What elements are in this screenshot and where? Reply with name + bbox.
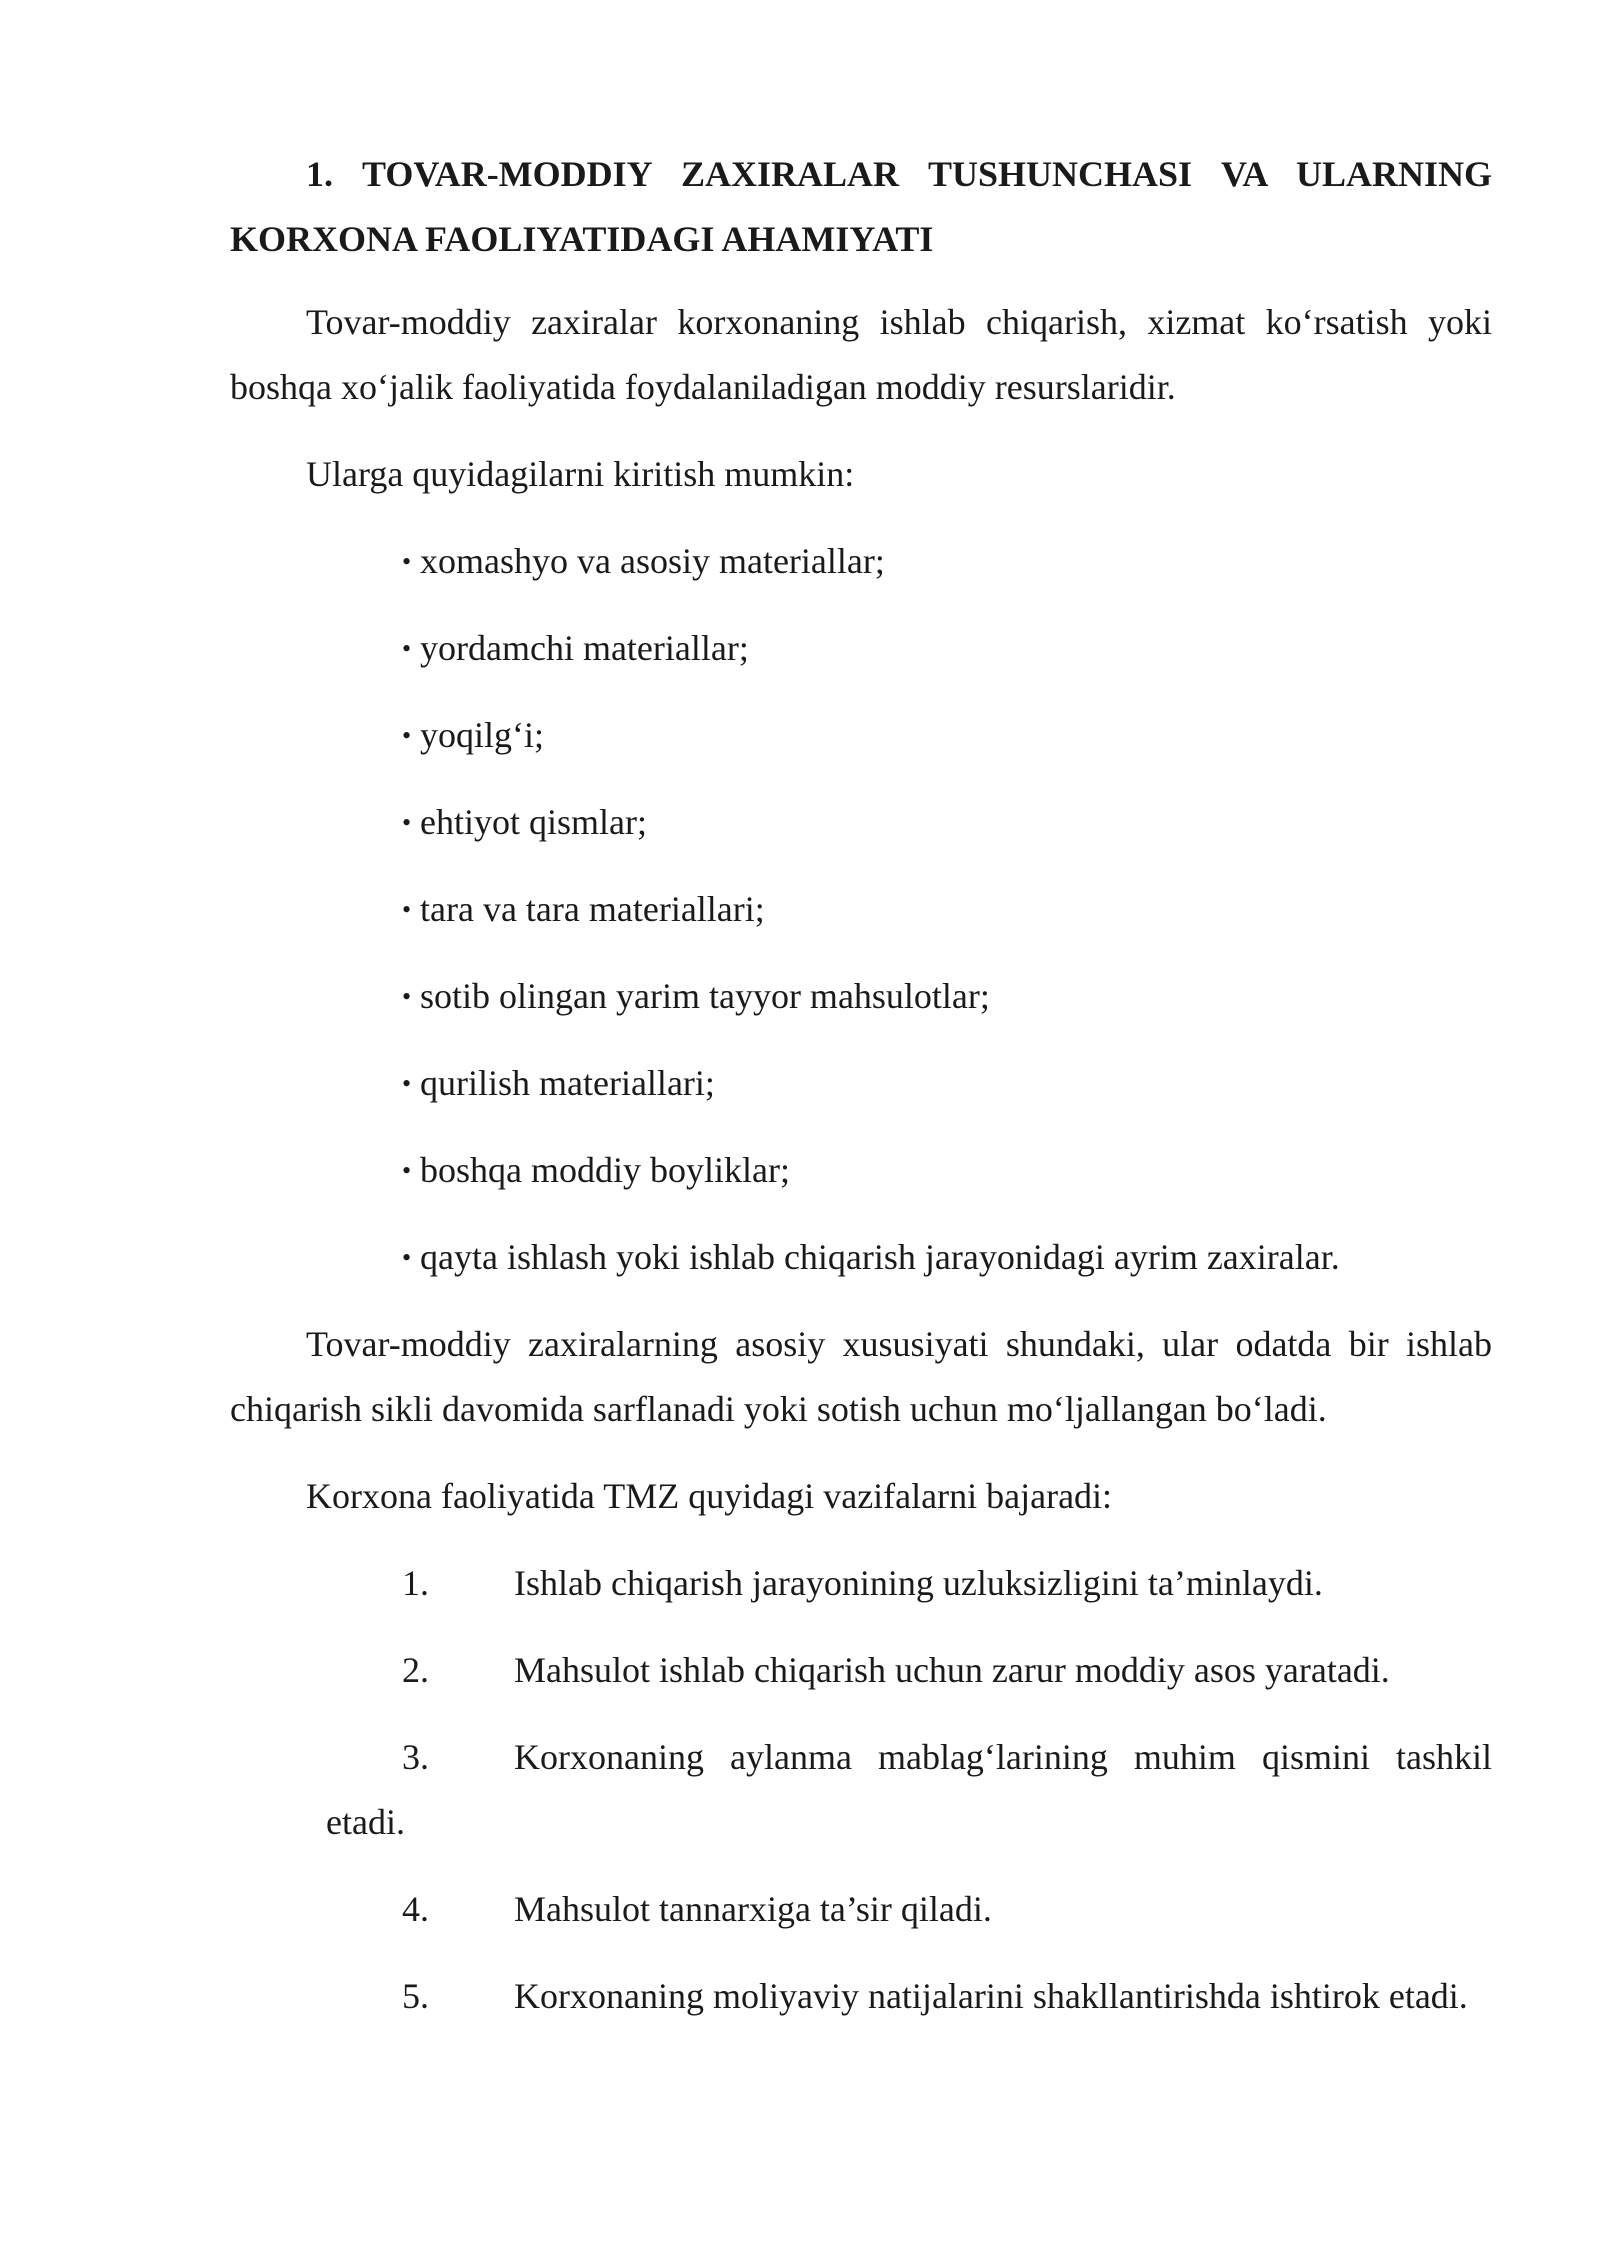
functions-list bbox=[230, 1551, 1492, 2029]
bullet-icon: • bbox=[402, 982, 412, 1011]
intro-paragraph: Tovar-moddiy zaxiralar korxonaning ishlab chiqarish, xizmat ko‘rsatish yoki boshqa xo‘jalik faoliyatida foydalaniladigan moddiy resurslaridir. bbox=[230, 302, 1492, 407]
list-item-text: boshqa moddiy boyliklar; bbox=[420, 1150, 790, 1190]
item-number: 2. bbox=[402, 1650, 429, 1690]
list-item-text: yordamchi materiallar; bbox=[420, 628, 749, 668]
bullet-icon: • bbox=[402, 721, 412, 750]
list-item-text: ehtiyot qismlar; bbox=[420, 802, 647, 842]
bullet-icon: • bbox=[402, 1069, 412, 1098]
inventory-types-list bbox=[230, 529, 1492, 1290]
list-item bbox=[230, 529, 1492, 594]
bullet-icon: • bbox=[402, 1156, 412, 1185]
bullet-icon: • bbox=[402, 547, 412, 576]
numbered-item bbox=[230, 1725, 1492, 1855]
item-text: Korxonaning aylanma mablag‘larining muhim qismini tashkil etadi. bbox=[326, 1737, 1492, 1842]
item-number: 3. bbox=[402, 1737, 429, 1777]
bullet-icon: • bbox=[402, 808, 412, 837]
list-item bbox=[230, 1138, 1492, 1203]
item-text: Mahsulot tannarxiga ta’sir qiladi. bbox=[514, 1889, 992, 1929]
numbered-item bbox=[230, 1638, 1492, 1703]
list-item bbox=[230, 703, 1492, 768]
bullet-icon: • bbox=[402, 1243, 412, 1272]
list-item bbox=[230, 790, 1492, 855]
numbered-item bbox=[230, 1551, 1492, 1616]
list-item-text: qayta ishlash yoki ishlab chiqarish jarayonidagi ayrim zaxiralar. bbox=[420, 1237, 1340, 1277]
item-number: 1. bbox=[402, 1563, 429, 1603]
list-item-text: yoqilg‘i; bbox=[420, 715, 544, 755]
numbered-item bbox=[230, 1964, 1492, 2029]
item-number: 5. bbox=[402, 1976, 429, 2016]
list-item bbox=[230, 616, 1492, 681]
list-lead-paragraph: Ularga quyidagilarni kiritish mumkin: bbox=[306, 454, 855, 494]
list-item-text: tara va tara materiallari; bbox=[420, 889, 765, 929]
bullet-icon: • bbox=[402, 634, 412, 663]
item-text: Ishlab chiqarish jarayonining uzluksizligini ta’minlaydi. bbox=[514, 1563, 1323, 1603]
list-item-text: sotib olingan yarim tayyor mahsulotlar; bbox=[420, 976, 990, 1016]
list-item bbox=[230, 1051, 1492, 1116]
list-item-text: xomashyo va asosiy materiallar; bbox=[420, 541, 885, 581]
list-item bbox=[230, 877, 1492, 942]
bullet-icon: • bbox=[402, 895, 412, 924]
list-item bbox=[230, 1225, 1492, 1290]
list-item bbox=[230, 964, 1492, 1029]
functions-lead-paragraph: Korxona faoliyatida TMZ quyidagi vazifalarni bajaradi: bbox=[306, 1476, 1113, 1516]
numbered-item bbox=[230, 1877, 1492, 1942]
list-item-text: qurilish materiallari; bbox=[420, 1063, 715, 1103]
document-body bbox=[230, 142, 1492, 2051]
item-text: Korxonaning moliyaviy natijalarini shakllantirishda ishtirok etadi. bbox=[514, 1976, 1468, 2016]
section-heading: 1. TOVAR-MODDIY ZAXIRALAR TUSHUNCHASI VA ULARNING KORXONA FAOLIYATIDAGI AHAMIYATI bbox=[230, 154, 1492, 259]
item-text: Mahsulot ishlab chiqarish uchun zarur moddiy asos yaratadi. bbox=[514, 1650, 1390, 1690]
item-number: 4. bbox=[402, 1889, 429, 1929]
feature-paragraph: Tovar-moddiy zaxiralarning asosiy xususiyati shundaki, ular odatda bir ishlab chiqarish sikli davomida sarflanadi yoki sotish uchun mo‘ljallangan bo‘ladi. bbox=[230, 1324, 1492, 1429]
